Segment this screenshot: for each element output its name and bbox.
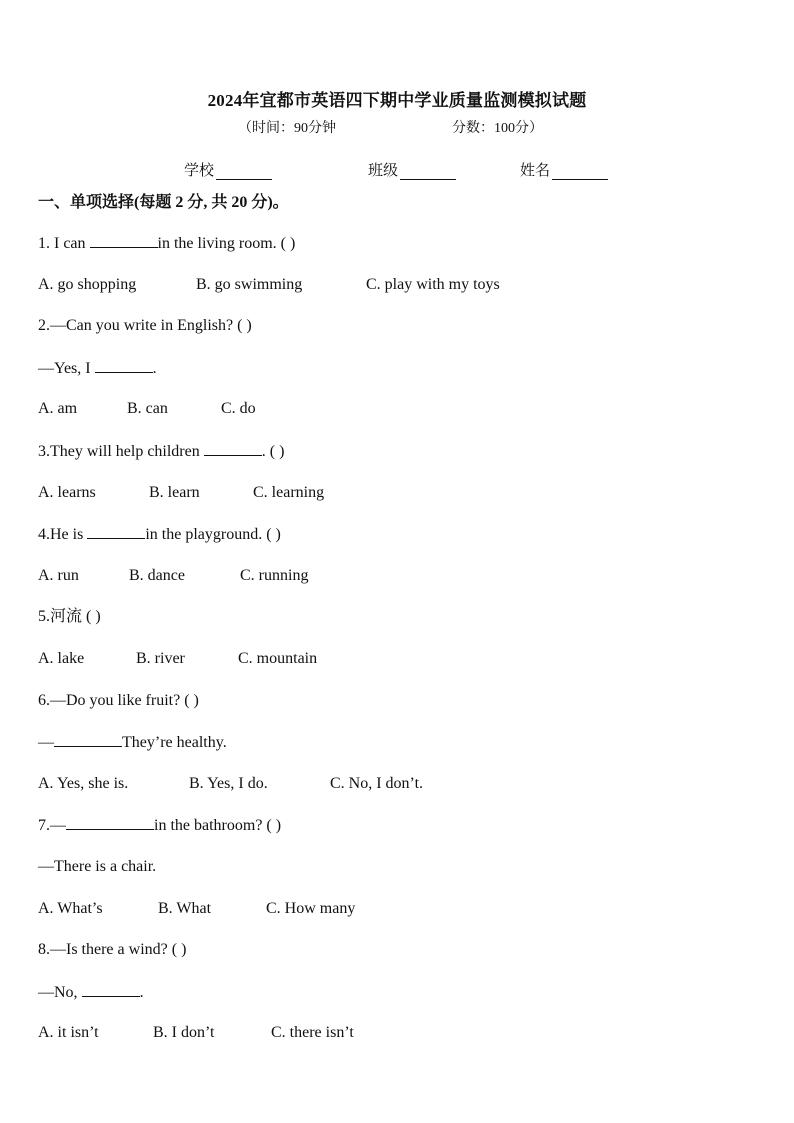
- option-c: C. play with my toys: [366, 275, 500, 293]
- option-a: A. it isn’t: [38, 1024, 99, 1042]
- option-b: B. river: [136, 649, 185, 667]
- question-5-options: [38, 648, 758, 690]
- answer-blank: [95, 357, 153, 373]
- question-4: [38, 523, 758, 565]
- question-8-answer: [38, 981, 758, 1023]
- option-a: A. learns: [38, 483, 96, 501]
- question-1-options: [38, 274, 758, 316]
- question-6-answer-start: —: [38, 734, 54, 752]
- question-2-options: [38, 398, 758, 440]
- question-4-stem-start: 4.He is: [38, 526, 88, 544]
- question-3-stem-end: . ( ): [261, 442, 285, 460]
- option-b: B. can: [127, 400, 168, 418]
- name-label: 姓名: [520, 163, 551, 179]
- option-a: A. Yes, she is.: [38, 774, 129, 792]
- question-2-answer-start: —Yes, I: [38, 359, 95, 377]
- option-c: C. mountain: [238, 649, 318, 667]
- question-2: [38, 315, 758, 357]
- question-7-answer: [38, 856, 758, 898]
- question-8-answer-end: .: [139, 983, 144, 1001]
- question-6-stem: 6.—Do you like fruit? ( ): [38, 691, 199, 709]
- question-2-answer: [38, 357, 758, 399]
- question-7-stem-start: 7.—: [38, 817, 66, 835]
- question-5-stem: 5.河流 ( ): [38, 608, 101, 626]
- answer-blank: [204, 440, 262, 456]
- question-7-stem-end: in the bathroom? ( ): [154, 817, 282, 835]
- option-b: B. go swimming: [196, 275, 303, 293]
- option-a: A. run: [38, 566, 79, 584]
- option-a: A. go shopping: [38, 275, 137, 293]
- option-c: C. No, I don’t.: [330, 774, 424, 792]
- option-b: B. learn: [149, 483, 200, 501]
- class-field: [368, 159, 456, 180]
- section-heading: 一、单项选择(每题 2 分, 共 20 分)。: [38, 194, 289, 211]
- option-c: C. How many: [266, 899, 356, 917]
- name-field: [520, 159, 608, 180]
- answer-blank: [54, 731, 122, 747]
- answer-blank: [82, 981, 140, 997]
- question-1-stem-end: in the living room. ( ): [157, 235, 296, 252]
- exam-score: 分数：100分）: [452, 121, 543, 136]
- question-7-answer-text: —There is a chair.: [38, 857, 157, 875]
- question-8: [38, 939, 758, 981]
- question-3-options: [38, 482, 758, 524]
- school-label: 学校: [184, 163, 215, 179]
- question-8-options: [38, 1022, 758, 1064]
- question-6-answer: [38, 731, 758, 773]
- answer-blank: [66, 814, 154, 830]
- question-4-options: [38, 565, 758, 607]
- option-b: B. I don’t: [153, 1024, 215, 1042]
- name-blank: [552, 163, 608, 180]
- question-5: [38, 606, 758, 648]
- question-4-stem-end: in the playground. ( ): [145, 526, 281, 544]
- option-b: B. Yes, I do.: [189, 774, 268, 792]
- question-list: [38, 232, 758, 1064]
- question-2-answer-end: .: [152, 359, 157, 377]
- class-blank: [400, 163, 456, 180]
- school-blank: [216, 163, 272, 180]
- option-b: B. dance: [129, 566, 185, 584]
- question-8-answer-start: —No,: [38, 983, 82, 1001]
- exam-title: 2024年宜都市英语四下期中学业质量监测模拟试题: [207, 91, 587, 110]
- option-b: B. What: [158, 899, 212, 917]
- option-c: C. there isn’t: [271, 1024, 354, 1042]
- option-a: A. What’s: [38, 899, 103, 917]
- option-a: A. lake: [38, 649, 85, 667]
- question-2-stem: 2.—Can you write in English? ( ): [38, 317, 252, 335]
- question-6-answer-end: They’re healthy.: [122, 734, 227, 752]
- option-a: A. am: [38, 400, 78, 418]
- answer-blank: [90, 232, 158, 248]
- question-7: [38, 814, 758, 856]
- option-c: C. learning: [253, 483, 325, 501]
- question-3-stem-start: 3.They will help children: [38, 442, 204, 460]
- question-1-stem-start: 1. I can: [38, 235, 90, 252]
- option-c: C. running: [240, 566, 309, 584]
- answer-blank: [87, 523, 145, 539]
- question-6: [38, 690, 758, 732]
- question-3: [38, 440, 758, 482]
- question-8-stem: 8.—Is there a wind? ( ): [38, 941, 187, 959]
- question-7-options: [38, 898, 758, 940]
- exam-time: （时间：90分钟: [238, 121, 336, 136]
- school-field: [184, 159, 272, 180]
- question-6-options: [38, 773, 758, 815]
- option-c: C. do: [221, 400, 256, 418]
- class-label: 班级: [368, 163, 399, 179]
- question-1: [38, 232, 758, 274]
